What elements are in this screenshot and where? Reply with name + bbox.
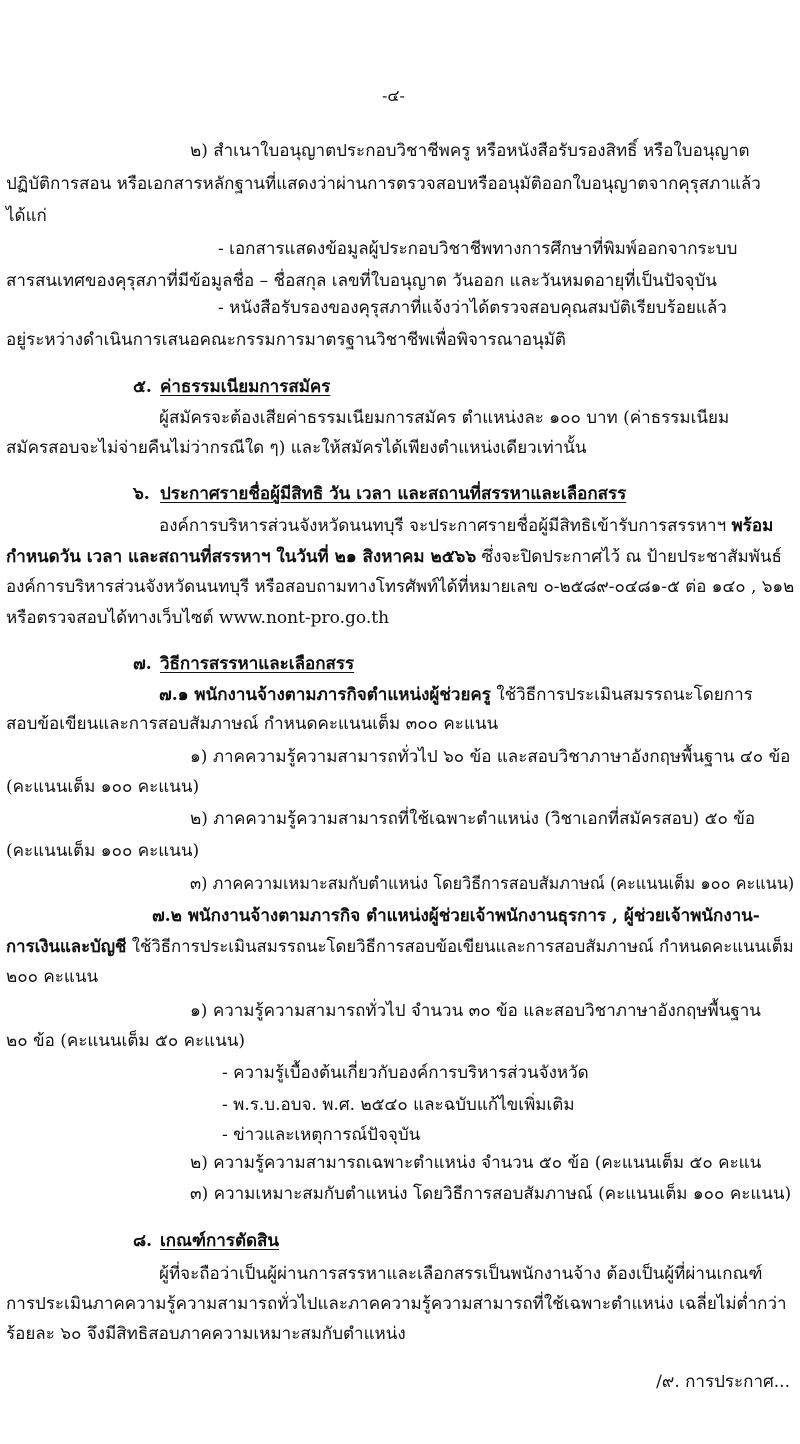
section-number: ๘.	[133, 1231, 153, 1251]
text-line: ๑) ภาคความรู้ความสามารถทั่วไป ๖๐ ข้อ และสอบวิชาภาษาอังกฤษพื้นฐาน ๔๐ ข้อ	[190, 747, 791, 767]
text-run: ซึ่งจะปิดประกาศไว้ ณ ป้ายประชาสัมพันธ์	[481, 547, 782, 567]
text-line: - หนังสือรับรองของคุรุสภาที่แจ้งว่าได้ตรวจสอบคุณสมบัติเรียบร้อยแล้ว	[218, 298, 727, 318]
text-line: ๒๐ ข้อ (คะแนนเต็ม ๕๐ คะแนน)	[6, 1031, 245, 1051]
text-run-bold: พร้อม	[731, 516, 774, 536]
text-line: ๓) ภาคความเหมาะสมกับตำแหน่ง โดยวิธีการสอบสัมภาษณ์ (คะแนนเต็ม ๑๐๐ คะแนน)	[190, 874, 795, 894]
text-line: (คะแนนเต็ม ๑๐๐ คะแนน)	[6, 841, 200, 861]
text-line	[6, 546, 782, 568]
text-line: องค์การบริหารส่วนจังหวัดนนทบุรี หรือสอบถามทางโทรศัพท์ได้ที่หมายเลข ๐-๒๕๘๙-๐๔๘๑-๕ ต่อ ๑๔๐ , ๖๑๒	[6, 577, 795, 597]
text-line: อยู่ระหว่างดำเนินการเสนอคณะกรรมการมาตรฐานวิชาชีพเพื่อพิจารณาอนุมัติ	[6, 330, 566, 350]
section-number: ๖.	[133, 484, 150, 504]
section-number: ๗.	[133, 654, 152, 674]
text-line	[159, 515, 773, 537]
text-line: ๑) ความรู้ความสามารถทั่วไป จำนวน ๓๐ ข้อ และสอบวิชาภาษาอังกฤษพื้นฐาน	[190, 1001, 761, 1021]
text-line: ๒๐๐ คะแนน	[6, 967, 99, 987]
text-line: หรือตรวจสอบได้ทางเว็บไซต์ www.nont-pro.go.th	[6, 608, 390, 628]
section-number: ๕.	[133, 377, 152, 397]
text-line: ๒) สำเนาใบอนุญาตประกอบวิชาชีพครู หรือหนังสือรับรองสิทธิ์ หรือใบอนุญาต	[190, 141, 750, 161]
text-run-bold: กำหนดวัน เวลา และสถานที่สรรหาฯ ในวันที่ ๒๑ สิงหาคม ๒๕๖๖	[6, 547, 477, 567]
text-line: สมัครสอบจะไม่จ่ายคืนไม่ว่ากรณีใด ๆ) และให้สมัครได้เพียงตำแหน่งเดียวเท่านั้น	[6, 438, 587, 458]
list-item: - พ.ร.บ.อบจ. พ.ศ. ๒๕๔๐ และฉบับแก้ไขเพิ่มเติม	[222, 1095, 575, 1115]
section-heading: ค่าธรรมเนียมการสมัคร	[160, 377, 331, 397]
text-line: สอบข้อเขียนและการสอบสัมภาษณ์ กำหนดคะแนนเต็ม ๓๐๐ คะแนน	[6, 714, 499, 734]
page-number: -๔-	[382, 86, 405, 105]
text-run: องค์การบริหารส่วนจังหวัดนนทบุรี จะประกาศรายชื่อผู้มีสิทธิเข้ารับการสรรหาฯ	[159, 516, 727, 536]
text-line: ๓) ความเหมาะสมกับตำแหน่ง โดยวิธีการสอบสัมภาษณ์ (คะแนนเต็ม ๑๐๐ คะแนน)	[190, 1184, 792, 1204]
continuation-note: /๙. การประกาศ...	[656, 1372, 790, 1392]
text-line: (คะแนนเต็ม ๑๐๐ คะแนน)	[6, 777, 200, 797]
text-line: การประเมินภาคความรู้ความสามารถทั่วไปและภาคความรู้ความสามารถที่ใช้เฉพาะตำแหน่ง เฉลี่ยไม่ต่ำกว่า	[6, 1294, 787, 1314]
text-line: ร้อยละ ๖๐ จึงมีสิทธิสอบภาคความเหมาะสมกับตำแหน่ง	[6, 1324, 406, 1344]
section-heading: ประกาศรายชื่อผู้มีสิทธิ วัน เวลา และสถานที่สรรหาและเลือกสรร	[160, 484, 627, 504]
text-line: ปฏิบัติการสอน หรือเอกสารหลักฐานที่แสดงว่าผ่านการตรวจสอบหรืออนุมัติออกใบอนุญาตจากคุรุสภาแล้ว	[6, 174, 761, 194]
text-run: ใช้วิธีการประเมินสมรรถนะโดยการ	[496, 685, 753, 705]
section-heading: วิธีการสรรหาและเลือกสรร	[160, 654, 355, 674]
text-line: ๒) ความรู้ความสามารถเฉพาะตำแหน่ง จำนวน ๕๐ ข้อ (คะแนนเต็ม ๕๐ คะแน	[190, 1153, 762, 1173]
list-item: - ข่าวและเหตุการณ์ปัจจุบัน	[222, 1125, 421, 1145]
text-line	[159, 684, 753, 706]
text-line: - เอกสารแสดงข้อมูลผู้ประกอบวิชาชีพทางการศึกษาที่พิมพ์ออกจากระบบ	[218, 239, 738, 259]
section-heading: เกณฑ์การตัดสิน	[160, 1231, 280, 1251]
text-run: ใช้วิธีการประเมินสมรรถนะโดยวิธีการสอบข้อเขียนและการสอบสัมภาษณ์ กำหนดคะแนนเต็ม	[131, 937, 794, 957]
text-line: ๒) ภาคความรู้ความสามารถที่ใช้เฉพาะตำแหน่ง (วิชาเอกที่สมัครสอบ) ๕๐ ข้อ	[190, 809, 756, 829]
text-line: ผู้สมัครจะต้องเสียค่าธรรมเนียมการสมัคร ตำแหน่งละ ๑๐๐ บาท (ค่าธรรมเนียม	[159, 408, 730, 428]
text-run-bold: การเงินและบัญชี	[6, 937, 127, 957]
text-line: ผู้ที่จะถือว่าเป็นผู้ผ่านการสรรหาและเลือกสรรเป็นพนักงานจ้าง ต้องเป็นผู้ที่ผ่านเกณฑ์	[159, 1264, 763, 1284]
text-line	[6, 936, 794, 958]
text-line: ๗.๒ พนักงานจ้างตามภารกิจ ตำแหน่งผู้ช่วยเจ้าพนักงานธุรการ , ผู้ช่วยเจ้าพนักงาน-	[152, 906, 760, 926]
text-line: สารสนเทศของคุรุสภาที่มีข้อมูลชื่อ – ชื่อสกุล เลขที่ใบอนุญาต วันออก และวันหมดอายุที่เป็นปัจจุบัน	[6, 271, 717, 291]
text-run-bold: ๗.๑ พนักงานจ้างตามภารกิจตำแหน่งผู้ช่วยครู	[159, 685, 491, 705]
list-item: - ความรู้เบื้องต้นเกี่ยวกับองค์การบริหารส่วนจังหวัด	[222, 1063, 589, 1083]
text-line: ได้แก่	[6, 206, 47, 226]
